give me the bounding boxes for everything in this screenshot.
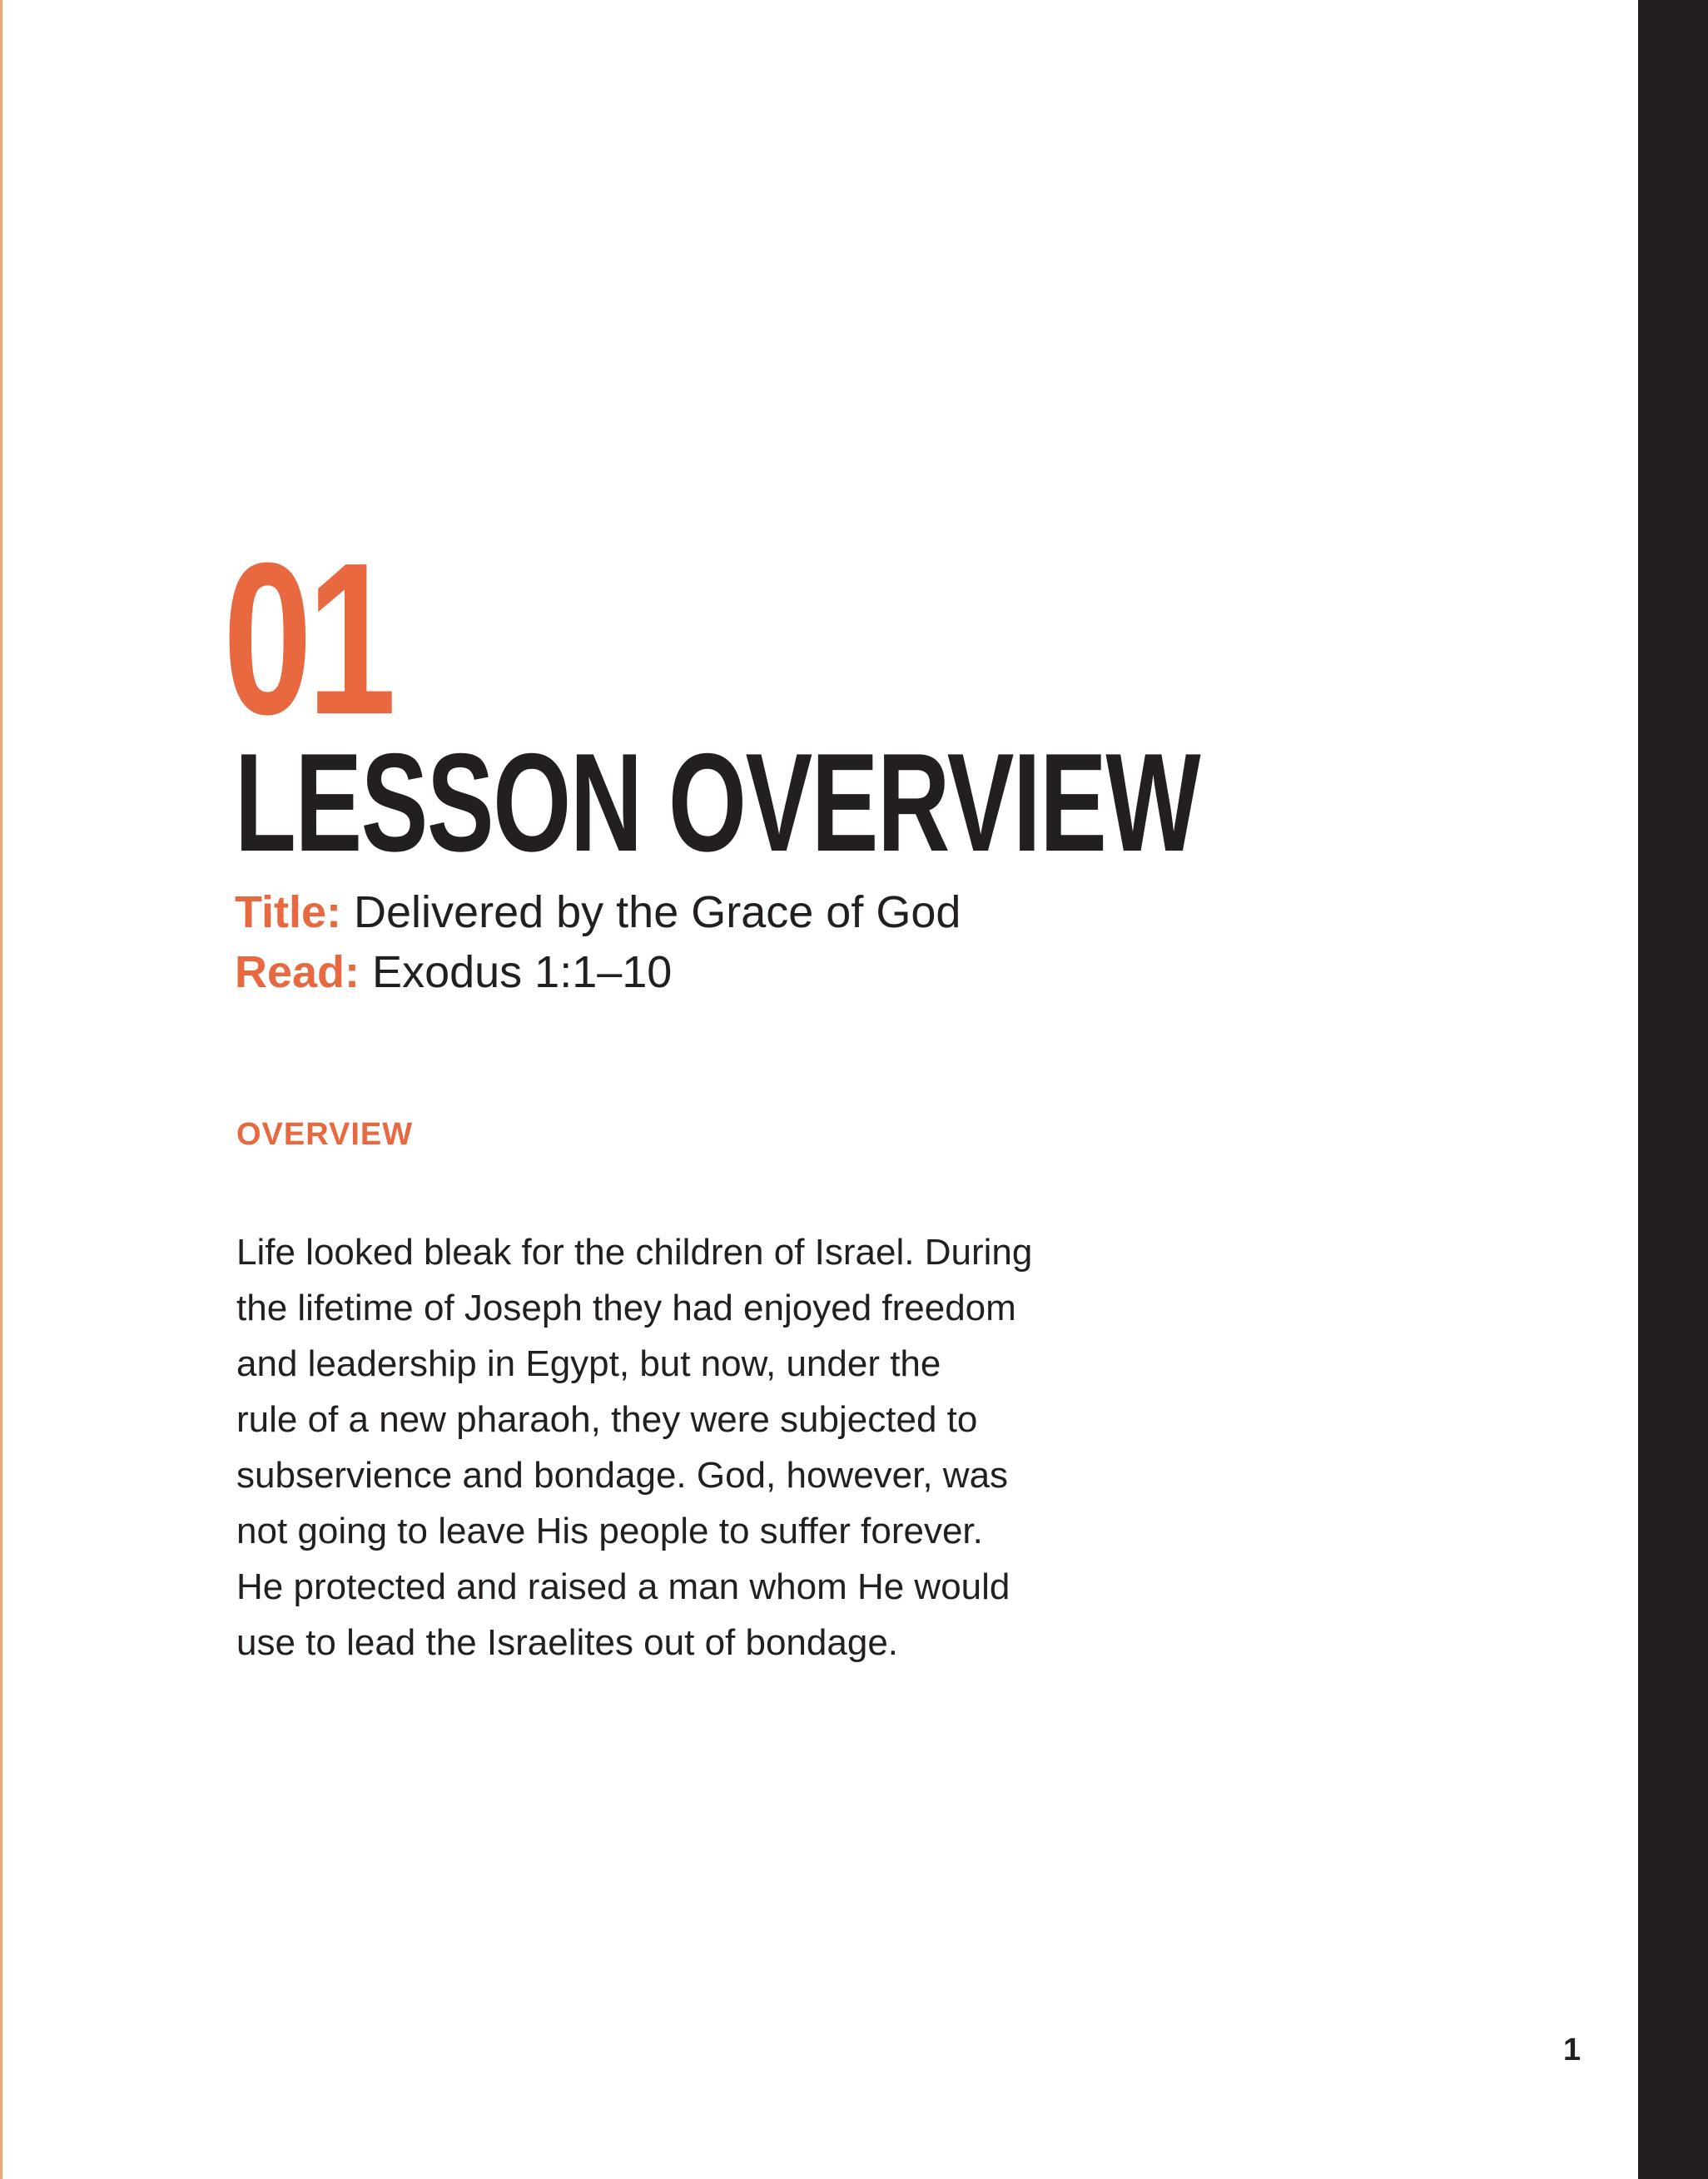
overview-line: subservience and bondage. God, however, was (236, 1455, 1009, 1496)
right-side-band (1638, 0, 1708, 2179)
overview-line: not going to leave His people to suffer forever. (236, 1511, 983, 1551)
overview-line: the lifetime of Joseph they had enjoyed freedom (236, 1288, 1016, 1328)
page-number: 1 (1563, 2033, 1581, 2067)
read-label: Read: (235, 947, 360, 997)
overview-line: and leadership in Egypt, but now, under the (236, 1343, 941, 1384)
lesson-read-line (235, 946, 672, 1000)
title-label: Title: (235, 887, 342, 937)
title-value: Delivered by the Grace of God (354, 887, 961, 937)
read-value: Exodus 1:1–10 (372, 947, 673, 997)
left-edge-rule (0, 0, 2, 2179)
lesson-number: 01 (223, 519, 392, 760)
overview-line: Life looked bleak for the children of Israel. During (236, 1232, 1033, 1273)
overview-heading: OVERVIEW (236, 1117, 414, 1152)
lesson-title-line (235, 886, 961, 940)
overview-line: rule of a new pharaoh, they were subjected to (236, 1399, 978, 1440)
overview-line: He protected and raised a man whom He would (236, 1566, 1010, 1607)
page-title: LESSON OVERVIEW (235, 724, 1200, 881)
overview-paragraph (236, 1224, 1135, 1670)
overview-line: use to lead the Israelites out of bondage. (236, 1622, 899, 1663)
